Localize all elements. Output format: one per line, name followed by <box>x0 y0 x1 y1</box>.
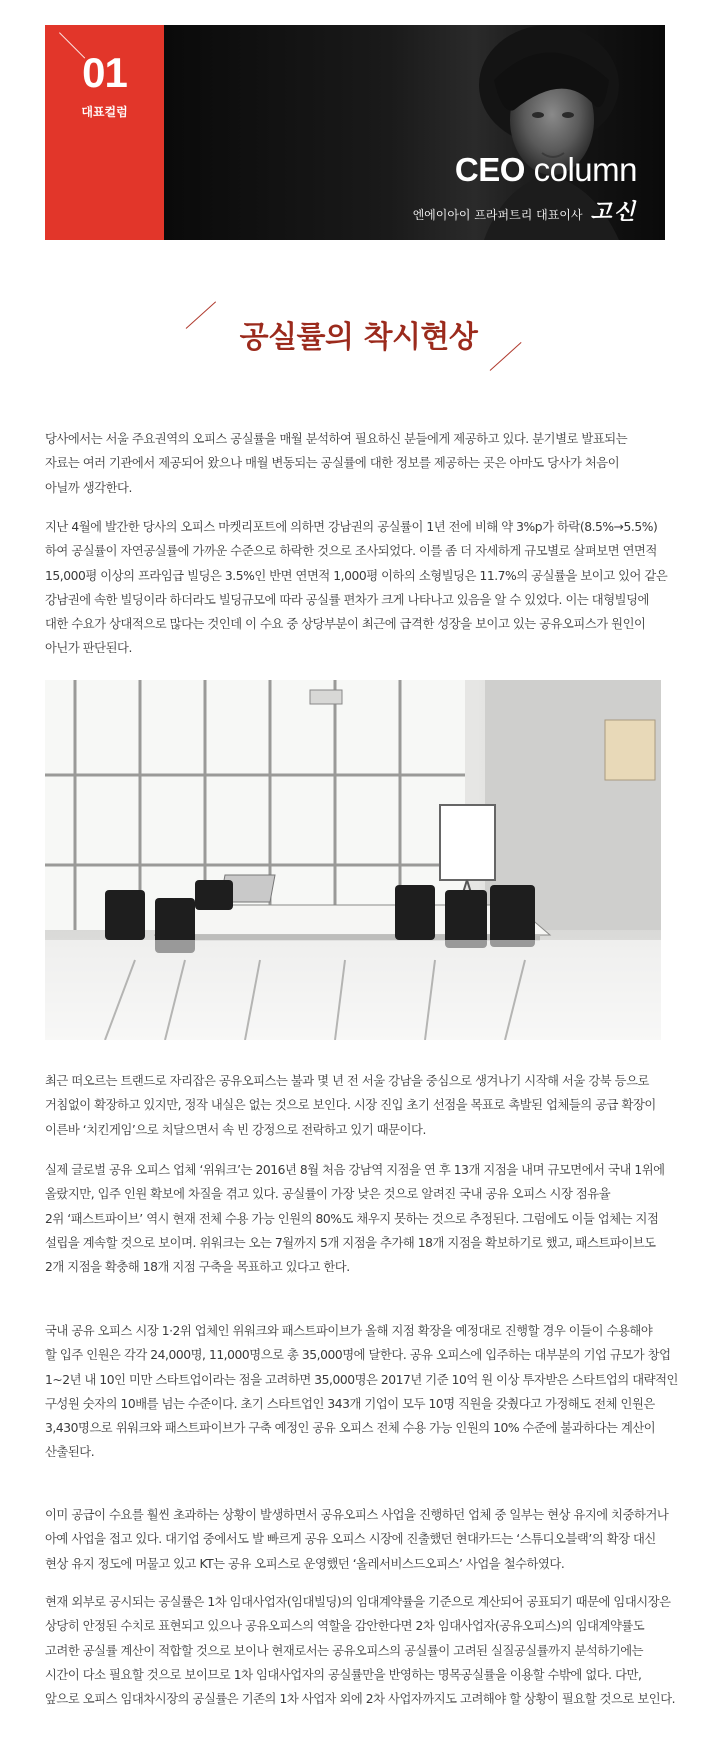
category-label: 대표컬럼 <box>81 105 128 119</box>
text-line: 1~2년 내 10인 미만 스타트업이라는 점을 고려하면 35,000명은 2017년 기준 10억 원 이상 투자받은 스타트업의 대략적인 <box>45 1372 678 1387</box>
column-title-light: column <box>533 151 637 188</box>
text-line: 3,430명으로 위워크와 패스트파이브가 구축 예정인 공유 오피스 전체 수용 가능 인원의 10% 수준에 불과하다는 계산이 <box>45 1421 656 1436</box>
text-line: 구성원 숫자의 10배를 넘는 수준이다. 초기 스타트업인 343개 기업이 모두 10명 직원을 갖췄다고 가정해도 전체 인원은 <box>45 1396 655 1411</box>
paragraph-1 <box>45 427 683 500</box>
text-line: 아닌가 판단된다. <box>45 641 132 656</box>
issue-number: 01 <box>82 49 127 96</box>
text-line: 상당히 안정된 수치로 표현되고 있으나 공유오피스의 역할을 감안한다면 2차 임대사업자(공유오피스)의 임대계약률도 <box>45 1619 645 1634</box>
text-line: 시간이 다소 필요할 것으로 보이므로 1차 임대사업자의 공실률만을 반영하는 명목공실률을 이용할 수밖에 없다. 다만, <box>45 1667 642 1682</box>
text-line: 산출된다. <box>45 1445 95 1460</box>
paragraph-2 <box>45 515 683 661</box>
banner-portrait-block <box>164 25 665 240</box>
paragraph-5 <box>45 1319 683 1465</box>
text-line: 2위 ‘패스트파이브’ 역시 현재 전체 수용 가능 인원의 80%도 채우지 못하는 것으로 추정된다. 그럼에도 이들 업체는 지점 <box>45 1211 659 1226</box>
text-line: 2개 지점을 확충해 18개 지점 구축을 목표하고 있다고 한다. <box>45 1260 350 1275</box>
text-line: 현상 유지 정도에 머물고 있고 KT는 공유 오피스로 운영했던 ‘올레서비스드오피스’ 사업을 철수하였다. <box>45 1556 565 1571</box>
text-line: 거침없이 확장하고 있지만, 정작 내실은 없는 것으로 보인다. 시장 진입 초기 선점을 목표로 촉발된 업체들의 공급 확장이 <box>45 1098 656 1113</box>
text-line: 하여 공실률이 자연공실률에 가까운 수준으로 하락한 것으로 조사되었다. 이를 좀 더 자세하게 규모별로 살펴보면 연면적 <box>45 544 657 559</box>
text-line: 아예 사업을 접고 있다. 대기업 중에서도 발 빠르게 공유 오피스 시장에 진출했던 현대카드는 ‘스튜디오블랙’의 확장 대신 <box>45 1532 656 1547</box>
column-title <box>455 151 637 189</box>
article-title: 공실률의 착시현상 <box>239 320 478 355</box>
text-line: 앞으로 오피스 임대차시장의 공실률은 기존의 1차 사업자 외에 2차 사업자까지도 고려해야 할 상황이 필요할 것으로 보인다. <box>45 1692 676 1707</box>
office-meeting-room-photo <box>45 680 661 1040</box>
column-title-bold: CEO <box>454 151 525 188</box>
text-line: 설립을 계속할 것으로 보이며. 위워크는 오는 7월까지 5개 지점을 추가해 18개 지점을 확보하기로 했고, 패스트파이브도 <box>45 1235 656 1250</box>
ceo-column-banner <box>45 25 665 240</box>
text-line: 현재 외부로 공시되는 공실률은 1차 임대사업자(임대빌딩)의 임대계약률을 기준으로 계산되어 공표되기 때문에 임대시장은 <box>45 1595 671 1609</box>
author-name: 고신 <box>590 199 637 225</box>
paragraph-7 <box>45 1590 683 1711</box>
text-line: 할 입주 인원은 각각 24,000명, 11,000명으로 총 35,000명에 달한다. 공유 오피스에 입주하는 대부분의 기업 규모가 창업 <box>45 1348 671 1363</box>
text-line: 국내 공유 오피스 시장 1·2위 업체인 위워크와 패스트파이브가 올해 지점 확장을 예정대로 진행할 경우 이들이 수용해야 <box>45 1324 653 1338</box>
text-line: 당사에서는 서울 주요권역의 오피스 공실률을 매월 분석하여 필요하신 분들에게 제공하고 있다. 분기별로 발표되는 <box>45 432 628 446</box>
text-line: 대한 수요가 상대적으로 많다는 것인데 이 수요 중 상당부분이 최근에 급격한 성장을 보이고 있는 공유오피스가 원인이 <box>45 617 646 632</box>
text-line: 강남권에 속한 빌딩이라 하더라도 빌딩규모에 따라 공실률 편차가 크게 나타나고 있음을 알 수 있었다. 이는 대형빌딩에 <box>45 592 649 607</box>
text-line: 지난 4월에 발간한 당사의 오피스 마켓리포트에 의하면 강남권의 공실률이 1년 전에 비해 약 3%p가 하락(8.5%→5.5%) <box>45 520 658 534</box>
text-line: 실제 글로벌 공유 오피스 업체 ‘위워크’는 2016년 8월 처음 강남역 지점을 연 후 13개 지점을 내며 규모면에서 국내 1위에 <box>45 1163 665 1177</box>
text-line: 고려한 공실률 계산이 적합할 것으로 보이나 현재로서는 공유오피스의 공실률이 고려된 실질공실률까지 분석하기에는 <box>45 1643 644 1658</box>
text-line: 최근 떠오르는 트랜드로 자리잡은 공유오피스는 불과 몇 년 전 서울 강남을 중심으로 생겨나기 시작해 서울 강북 등으로 <box>45 1074 649 1088</box>
author-role: 엔에이아이 프라퍼트리 대표이사 <box>412 208 583 222</box>
paragraph-3 <box>45 1069 683 1142</box>
text-line: 15,000평 이상의 프라임급 빌딩은 3.5%인 반면 연면적 1,000평 이하의 소형빌딩은 11.7%의 공실률을 보이고 있어 같은 <box>45 568 668 583</box>
author-byline <box>413 195 637 226</box>
text-line: 이른바 ‘치킨게임’으로 치달으면서 속 빈 강정으로 전락하고 있기 때문이다. <box>45 1122 426 1137</box>
text-line: 아닐까 생각한다. <box>45 480 132 495</box>
banner-number-block <box>45 25 164 240</box>
text-line: 자료는 여러 기관에서 제공되어 왔으나 매월 변동되는 공실률에 대한 정보를 제공하는 곳은 아마도 당사가 처음이 <box>45 456 620 471</box>
text-line: 이미 공급이 수요를 훨씬 초과하는 상황이 발생하면서 공유오피스 사업을 진행하던 업체 중 일부는 현상 유지에 치중하거나 <box>45 1508 669 1522</box>
paragraph-6 <box>45 1503 683 1576</box>
text-line: 올랐지만, 입주 인원 확보에 차질을 겪고 있다. 공실률이 가장 낮은 것으로 알려진 국내 공유 오피스 시장 점유율 <box>45 1187 611 1202</box>
paragraph-4 <box>45 1158 683 1279</box>
